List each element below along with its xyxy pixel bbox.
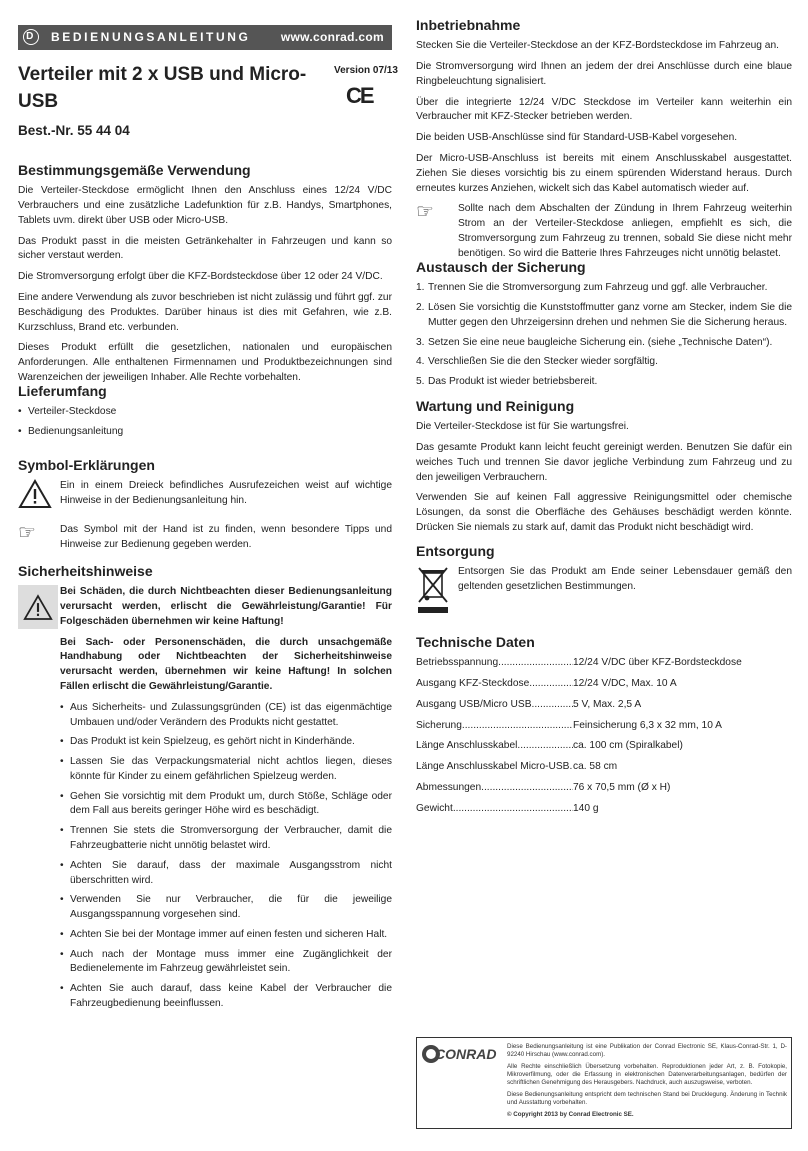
spec-label: Ausgang USB/Micro USB <box>416 698 532 710</box>
list-item: 1. Trennen Sie die Stromversorgung zum Fahrzeug und ggf. alle Verbraucher. <box>416 282 768 294</box>
warning-bold-text: Bei Sach- oder Personenschäden, die durch unsachgemäße Handhabung oder Nichtbeachten der Sicherheitshinweise verursacht werden, übernehmen wir keine Haftung! In solchen Fällen erlischt die Gewährleistung/Garantie. <box>60 636 392 692</box>
spec-value: 140 g <box>573 802 599 814</box>
spec-value: 5 V, Max. 2,5 A <box>573 698 642 710</box>
spec-label: Sicherung <box>416 719 462 731</box>
version-label: Version 07/13 <box>334 65 398 76</box>
section-technik <box>416 632 792 823</box>
ce-mark-icon: CE <box>346 83 373 108</box>
spec-row <box>416 677 792 692</box>
paragraph: Das gesamte Produkt kann leicht feucht gereinigt werden. Benutzen Sie dafür ein weiches Tuch und trennen Sie davor jegliche Verbindung zum Fahrzeug und zu den jeweiligen Verbrauchern. <box>416 442 792 483</box>
section-inbetriebnahme <box>416 15 792 269</box>
spec-value: 12/24 V/DC über KFZ-Bordsteckdose <box>573 657 742 669</box>
paragraph: Eine andere Verwendung als zuvor beschrieben ist nicht zulässig und führt ggf. zur Beschädigung des Produktes. Darüber hinaus ist dies mit Gefahren, wie z.B. Kurzschluss, Brand etc. verbunden. <box>18 291 392 333</box>
pointing-hand-icon: ☞ <box>416 201 434 224</box>
section-heading: Wartung und Reinigung <box>416 398 575 414</box>
conrad-logo <box>421 1043 507 1123</box>
spec-label: Länge Anschlusskabel <box>416 740 518 752</box>
paragraph: Stecken Sie die Verteiler-Steckdose an der KFZ-Bordsteckdose im Fahrzeug an. <box>416 40 779 52</box>
spec-table <box>416 656 792 816</box>
section-lieferumfang <box>18 381 392 445</box>
list-item: • Auch nach der Montage muss immer eine Zugänglichkeit der Bedienelemente im Fahrzeug gewährleistet sein. <box>60 948 392 978</box>
spec-value: Feinsicherung 6,3 x 32 mm, 10 A <box>573 719 722 731</box>
spec-row <box>416 719 792 734</box>
spec-row <box>416 656 792 671</box>
footer-line: Diese Bedienungsanleitung entspricht dem technischen Stand bei Drucklegung. Änderung in Technik und Ausstattung vorbehalten. <box>507 1090 787 1107</box>
list-item: • Verteiler-Steckdose <box>18 405 392 420</box>
footer-line: Diese Bedienungsanleitung ist eine Publikation der Conrad Electronic SE, Klaus-Conrad-Str. 1, D-92240 Hirschau (www.conrad.com). <box>507 1043 787 1059</box>
footer-line: Alle Rechte einschließlich Übersetzung vorbehalten. Reproduktionen jeder Art, z. B. Fotokopie, Mikroverfilmung, oder die Erfassung in elektronischen Datenverarbeitungsanlagen, bedürfen der schriftlichen Genehmigung des Herausgebers. Nachdruck, auch auszugsweise, verboten. <box>507 1062 787 1087</box>
section-symbole <box>18 455 392 561</box>
list-item: • Gehen Sie vorsichtig mit dem Produkt um, durch Stöße, Schläge oder dem Fall aus bereits geringer Höhe wird es beschädigt. <box>60 790 392 820</box>
paragraph: Die Stromversorgung erfolgt über die KFZ-Bordsteckdose über 12 oder 24 V/DC. <box>18 271 383 283</box>
spec-label: Gewicht <box>416 802 453 814</box>
warning-bold-text: Bei Schäden, die durch Nichtbeachten dieser Bedienungsanleitung verursacht werden, erlischt die Gewährleistung/Garantie! Für Folgeschäden übernehmen wir keine Haftung! <box>60 586 392 627</box>
crossed-bin-icon <box>416 565 458 621</box>
warning-triangle-icon <box>18 585 58 629</box>
spec-label: Abmessungen <box>416 781 482 793</box>
spec-value: 76 x 70,5 mm (Ø x H) <box>573 781 671 793</box>
hand-symbol-text: Das Symbol mit der Hand ist zu finden, wenn besondere Tipps und Hinweise zur Bedienung gegeben werden. <box>60 524 392 550</box>
spec-label: Länge Anschlusskabel Micro-USB <box>416 761 570 773</box>
tip-text: Sollte nach dem Abschalten der Zündung in Ihrem Fahrzeug weiterhin Strom an der Verteiler-Steckdose anliegen, empfiehlt es sich, die Stromversorgung zum Fahrzeug zu trennen, sobald Sie diese nicht mehr benötigen. So wird die Batterie Ihres Fahrzeuges nicht unnötig belastet. <box>458 203 792 259</box>
list-item: • Achten Sie bei der Montage immer auf einen festen und sicheren Halt. <box>60 928 392 943</box>
spec-row <box>416 781 792 796</box>
section-verwendung <box>18 160 392 392</box>
spec-row <box>416 760 792 775</box>
warning-symbol-row <box>18 479 392 515</box>
paragraph: Das Produkt passt in die meisten Getränkehalter in Fahrzeugen und kann so sicher verstaut werden. <box>18 235 392 262</box>
paragraph: Über die integrierte 12/24 V/DC Steckdose im Verteiler kann weiterhin ein Verbraucher mit KFZ-Stecker betrieben werden. <box>416 96 792 123</box>
banner-title-group <box>23 29 250 46</box>
section-heading: Sicherheitshinweise <box>18 563 153 579</box>
banner-url[interactable]: www.conrad.com <box>280 29 384 44</box>
warning-triangle-icon <box>18 479 60 515</box>
section-wartung <box>416 396 792 542</box>
disposal-row <box>416 565 792 621</box>
spec-value: ca. 100 cm (Spiralkabel) <box>573 740 683 752</box>
spec-label: Ausgang KFZ-Steckdose <box>416 678 530 690</box>
paragraph: Dieses Produkt erfüllt die gesetzlichen, nationalen und europäischen Anforderungen. Alle enthaltenen Firmennamen und Produktbezeichnungen sind Warenzeichen der jeweiligen Inhaber. Alle Rechte vorbehalten. <box>18 342 392 383</box>
list-item: • Achten Sie auch darauf, dass keine Kabel der Verbraucher die Fahrzeugbedienung beeinflussen. <box>60 982 392 1012</box>
pointing-hand-icon: ☞ <box>18 522 36 545</box>
section-sicherheit <box>18 561 392 1017</box>
list-item: • Das Produkt ist kein Spielzeug, es gehört nicht in Kinderhände. <box>60 735 392 750</box>
list-item: • Lassen Sie das Verpackungsmaterial nicht achtlos liegen, dieses könnte für Kinder zu einem gefährlichen Spielzeug werden. <box>60 755 392 785</box>
paragraph: Verwenden Sie auf keinen Fall aggressive Reinigungsmittel oder chemische Lösungen, da sonst die Oberfläche des Gehäuses beschädigt werden könnte. Drücken Sie niemals zu stark auf, damit das Produkt nicht beschädigt wird. <box>416 492 792 533</box>
warning-symbol-text: Ein in einem Dreieck befindliches Ausrufezeichen weist auf wichtige Hinweise in der Bedienungsanleitung hin. <box>60 480 392 507</box>
spec-label: Betriebsspannung <box>416 657 499 669</box>
list-item: • Bedienungsanleitung <box>18 425 392 440</box>
hand-symbol-row <box>18 523 392 553</box>
section-heading: Technische Daten <box>416 634 535 650</box>
publisher-footer <box>416 1037 792 1129</box>
list-item: • Achten Sie darauf, dass der maximale Ausgangsstrom nicht überschritten wird. <box>60 859 392 889</box>
list-item: • Aus Sicherheits- und Zulassungsgründen (CE) ist das eigenmächtige Umbauen und/oder Verändern des Produkts nicht gestattet. <box>60 701 392 731</box>
section-heading: Inbetriebnahme <box>416 17 521 33</box>
paragraph: Die Verteiler-Steckdose ermöglicht Ihnen den Anschluss eines 12/24 V/DC Verbrauchers und eine zusätzliche Ladefunktion für z.B. Handys, Smartphones, Tablets uvm. direkt über USB oder Micro-USB. <box>18 185 392 226</box>
disposal-text: Entsorgen Sie das Produkt am Ende seiner Lebensdauer gemäß den geltenden gesetzlichen Bestimmungen. <box>458 566 792 593</box>
section-entsorgung <box>416 541 792 629</box>
paragraph: Die Verteiler-Steckdose ist für Sie wartungsfrei. <box>416 421 629 433</box>
spec-row <box>416 802 792 817</box>
section-heading: Austausch der Sicherung <box>416 259 586 275</box>
list-item: 3. Setzen Sie eine neue baugleiche Sicherung ein. (siehe „Technische Daten“). <box>416 336 773 348</box>
footer-copyright: © Copyright 2013 by Conrad Electronic SE. <box>507 1110 634 1118</box>
banner-title: BEDIENUNGSANLEITUNG <box>51 29 251 44</box>
paragraph: Die Stromversorgung wird Ihnen an jedem der drei Anschlüsse durch eine blaue Ringbeleuchtung signalisiert. <box>416 61 792 87</box>
spec-value: ca. 58 cm <box>573 761 618 773</box>
list-item: • Trennen Sie stets die Stromversorgung der Verbraucher, damit die Fahrzeugbatterie nicht unnötig belastet wird. <box>60 824 392 854</box>
list-item: 4. Verschließen Sie die den Stecker wieder sorgfältig. <box>416 356 658 368</box>
list-item: 5. Das Produkt ist wieder betriebsbereit. <box>416 376 598 388</box>
spec-row <box>416 698 792 713</box>
spec-row <box>416 739 792 754</box>
header-banner <box>18 25 392 50</box>
section-sicherung <box>416 257 792 395</box>
section-heading: Symbol-Erklärungen <box>18 457 155 473</box>
list-item: 2. Lösen Sie vorsichtig die Kunststoffmutter ganz vorne am Stecker, indem Sie die Mutter gegen den Uhrzeigersinn drehen und nehmen Sie die Sicherung heraus. <box>416 302 792 328</box>
tip-row <box>416 202 792 261</box>
spec-value: 12/24 V/DC, Max. 10 A <box>573 678 677 690</box>
paragraph: Die beiden USB-Anschlüsse sind für Standard-USB-Kabel vorgesehen. <box>416 132 738 144</box>
paragraph: Der Micro-USB-Anschluss ist bereits mit einem Anschlusskabel ausgestattet. Ziehen Sie dieses vorsichtig bis zu einem spürenden Widerstand heraus. Durch erneutes kurzes Anziehen, wickelt sich das Kabel automatisch wieder auf. <box>416 152 792 194</box>
order-number: Best.-Nr. 55 44 04 <box>18 123 130 138</box>
language-badge: D <box>23 29 39 45</box>
page-title: Verteiler mit 2 x USB und Micro-USB <box>18 64 307 112</box>
svg-text:CONRAD: CONRAD <box>435 1046 497 1062</box>
section-heading: Bestimmungsgemäße Verwendung <box>18 162 251 178</box>
section-heading: Entsorgung <box>416 543 495 559</box>
list-item: • Verwenden Sie nur Verbraucher, die für die jeweilige Ausgangsspannung vorgesehen sind. <box>60 893 392 923</box>
section-heading: Lieferumfang <box>18 383 107 399</box>
